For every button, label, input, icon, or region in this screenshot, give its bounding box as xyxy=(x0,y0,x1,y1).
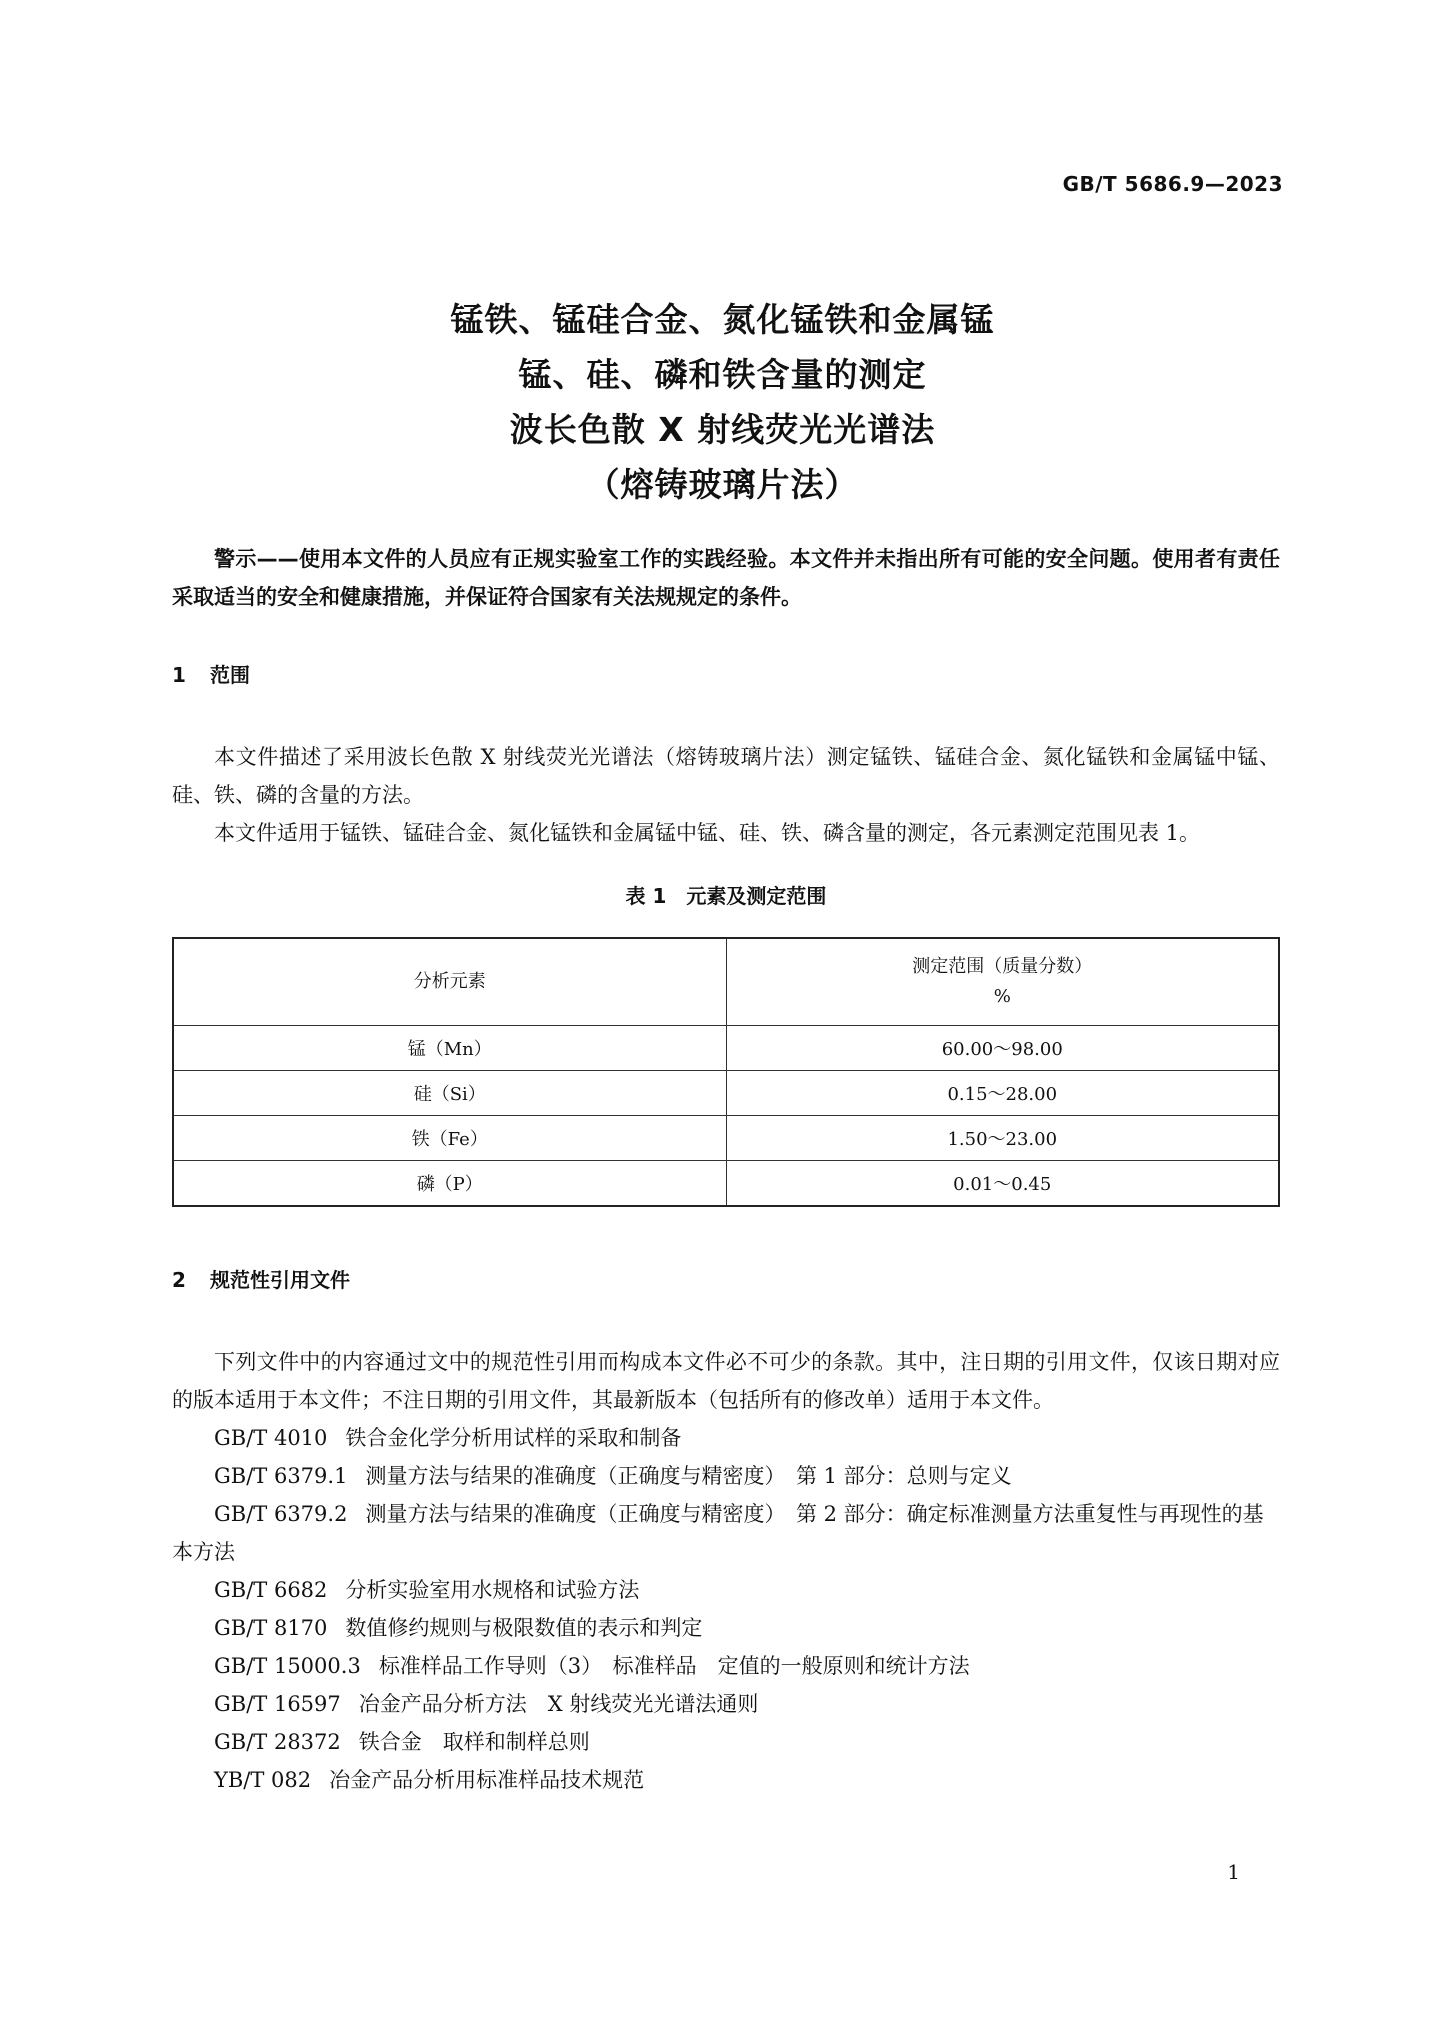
document-title xyxy=(0,292,1445,512)
reference-title: 标准样品工作导则（3） 标准样品 定值的一般原则和统计方法 xyxy=(378,1654,970,1678)
page-number: 1 xyxy=(1227,1860,1240,1884)
reference-title: 冶金产品分析用标准样品技术规范 xyxy=(329,1768,645,1792)
cell-element: 磷（P） xyxy=(173,1161,726,1207)
table-row xyxy=(173,1161,1279,1207)
reference-title: 测量方法与结果的准确度（正确度与精密度） 第 1 部分：总则与定义 xyxy=(365,1464,1012,1488)
reference-list xyxy=(172,1419,1280,1799)
reference-title: 分析实验室用水规格和试验方法 xyxy=(345,1578,640,1602)
list-item xyxy=(172,1419,1280,1457)
title-line-2: 锰、硅、磷和铁含量的测定 xyxy=(518,355,927,394)
section-number: 2 xyxy=(172,1268,186,1292)
table-row xyxy=(173,1116,1279,1161)
reference-code: GB/T 6379.2 xyxy=(214,1502,348,1526)
reference-code: GB/T 4010 xyxy=(214,1426,328,1450)
table-header-row xyxy=(173,938,1279,1026)
table-caption: 表 1 元素及测定范围 xyxy=(625,884,827,908)
title-line-1: 锰铁、锰硅合金、氮化锰铁和金属锰 xyxy=(450,300,995,339)
section-number: 1 xyxy=(172,663,186,687)
reference-code: GB/T 6682 xyxy=(214,1578,328,1602)
element-range-table xyxy=(172,937,1280,1207)
reference-title: 铁合金化学分析用试样的采取和制备 xyxy=(345,1426,682,1450)
reference-code: GB/T 6379.1 xyxy=(214,1464,348,1488)
section-title: 范围 xyxy=(210,663,250,687)
header-element: 分析元素 xyxy=(173,938,726,1026)
cell-range: 60.00～98.00 xyxy=(726,1026,1279,1071)
cell-range: 0.15～28.00 xyxy=(726,1071,1279,1116)
cell-range: 0.01～0.45 xyxy=(726,1161,1279,1207)
table-row xyxy=(173,1026,1279,1071)
list-item xyxy=(172,1723,1280,1761)
reference-title: 数值修约规则与极限数值的表示和判定 xyxy=(345,1616,703,1640)
standard-number: GB/T 5686.9—2023 xyxy=(1062,172,1283,196)
reference-code: GB/T 8170 xyxy=(214,1616,328,1640)
references-intro: 下列文件中的内容通过文中的规范性引用而构成本文件必不可少的条款。其中，注日期的引用文件，仅该日期对应的版本适用于本文件；不注日期的引用文件，其最新版本（包括所有的修改单）适用于本文件。 xyxy=(172,1350,1280,1412)
list-item xyxy=(172,1609,1280,1647)
list-item xyxy=(172,1571,1280,1609)
cell-element: 锰（Mn） xyxy=(173,1026,726,1071)
list-item xyxy=(172,1685,1280,1723)
section-2-heading xyxy=(172,1265,1280,1295)
reference-title: 冶金产品分析方法 X 射线荧光光谱法通则 xyxy=(358,1692,759,1716)
reference-title: 铁合金 取样和制样总则 xyxy=(358,1730,590,1754)
title-line-3: 波长色散 X 射线荧光光谱法 xyxy=(509,410,936,449)
reference-title: 测量方法与结果的准确度（正确度与精密度） 第 2 部分：确定标准测量方法重复性与再现性的基本方法 xyxy=(172,1502,1264,1564)
header-range xyxy=(726,938,1279,1026)
list-item xyxy=(172,1457,1280,1495)
safety-warning: 警示——使用本文件的人员应有正规实验室工作的实践经验。本文件并未指出所有可能的安全问题。使用者有责任采取适当的安全和健康措施，并保证符合国家有关法规规定的条件。 xyxy=(172,547,1280,609)
table-row xyxy=(173,1071,1279,1116)
header-range-label: 测定范围（质量分数） xyxy=(912,956,1093,977)
list-item xyxy=(172,1761,1280,1799)
scope-paragraph-2: 本文件适用于锰铁、锰硅合金、氮化锰铁和金属锰中锰、硅、铁、磷含量的测定，各元素测定范围见表 1。 xyxy=(214,821,1201,845)
document-body xyxy=(172,540,1280,1799)
list-item xyxy=(172,1647,1280,1685)
title-line-4: （熔铸玻璃片法） xyxy=(586,465,859,504)
cell-range: 1.50～23.00 xyxy=(726,1116,1279,1161)
cell-element: 硅（Si） xyxy=(173,1071,726,1116)
list-item xyxy=(172,1495,1280,1571)
section-title: 规范性引用文件 xyxy=(210,1268,350,1292)
scope-paragraph-1: 本文件描述了采用波长色散 X 射线荧光光谱法（熔铸玻璃片法）测定锰铁、锰硅合金、氮化锰铁和金属锰中锰、硅、铁、磷的含量的方法。 xyxy=(172,745,1280,807)
section-1-heading xyxy=(172,660,1280,690)
reference-code: GB/T 16597 xyxy=(214,1692,341,1716)
reference-code: GB/T 15000.3 xyxy=(214,1654,361,1678)
header-range-unit: % xyxy=(993,986,1011,1007)
cell-element: 铁（Fe） xyxy=(173,1116,726,1161)
reference-code: GB/T 28372 xyxy=(214,1730,341,1754)
reference-code: YB/T 082 xyxy=(214,1768,312,1792)
